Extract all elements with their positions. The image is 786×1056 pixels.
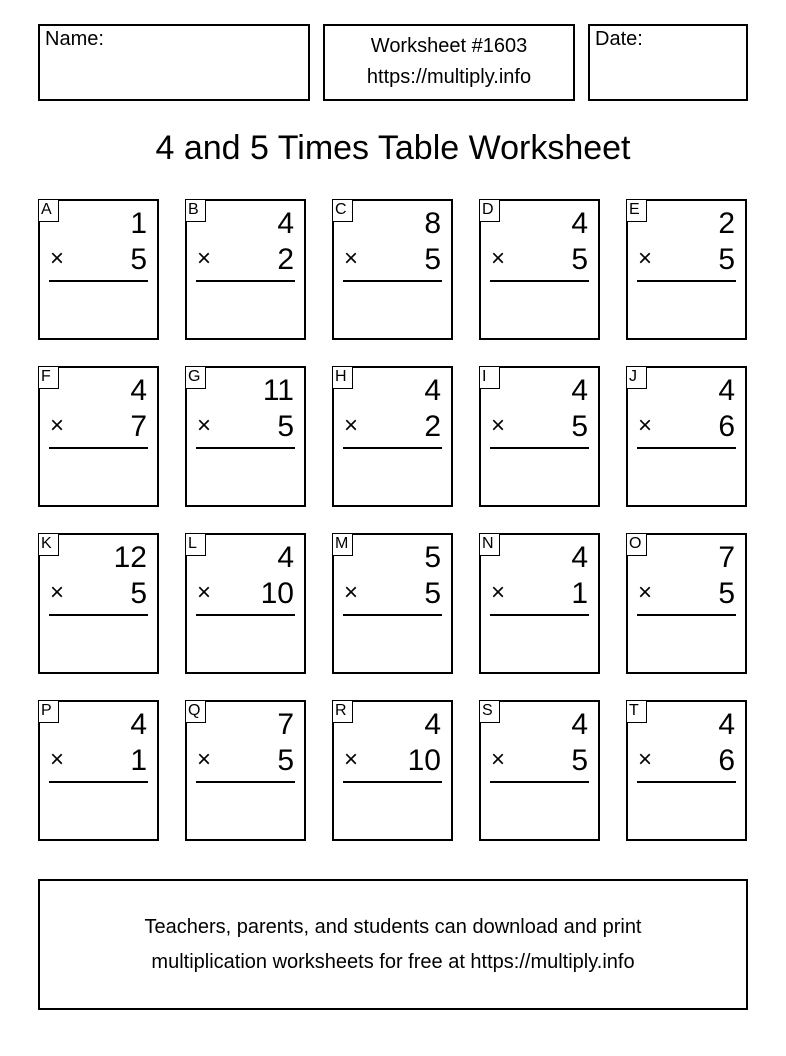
problem-multiplicand: 4 [424, 708, 441, 741]
problem-box [185, 366, 306, 507]
problem-letter: E [626, 199, 647, 222]
problem-letter: N [479, 533, 500, 556]
answer-line [490, 781, 589, 783]
problem-box [185, 700, 306, 841]
times-sign: × [50, 579, 65, 606]
answer-line [196, 781, 295, 783]
answer-line [49, 614, 148, 616]
times-sign: × [344, 412, 359, 439]
problem-multiplicand: 4 [277, 541, 294, 574]
footer-box [38, 879, 748, 1010]
answer-line [49, 280, 148, 282]
problem-multiplier: 6 [718, 744, 735, 777]
problem-multiplicand: 7 [718, 541, 735, 574]
problem-letter: M [332, 533, 353, 556]
problem-multiplier: 5 [718, 243, 735, 276]
problem-multiplier: 5 [571, 410, 588, 443]
problem-letter: K [38, 533, 59, 556]
times-sign: × [197, 245, 212, 272]
times-sign: × [197, 746, 212, 773]
problem-multiplicand: 12 [113, 541, 147, 574]
name-box [38, 24, 310, 101]
times-sign: × [344, 245, 359, 272]
problem-box [185, 533, 306, 674]
problem-letter: D [479, 199, 500, 222]
date-label: Date: [595, 28, 643, 50]
times-sign: × [50, 746, 65, 773]
problem-box [626, 533, 747, 674]
answer-line [490, 614, 589, 616]
page-title: 4 and 5 Times Table Worksheet [155, 129, 631, 167]
problem-letter: R [332, 700, 353, 723]
problem-multiplicand: 4 [571, 708, 588, 741]
problem-multiplicand: 2 [718, 207, 735, 240]
times-sign: × [491, 245, 506, 272]
answer-line [49, 781, 148, 783]
problem-box [332, 700, 453, 841]
times-sign: × [638, 746, 653, 773]
answer-line [637, 614, 736, 616]
problem-multiplier: 5 [424, 243, 441, 276]
times-sign: × [491, 412, 506, 439]
answer-line [490, 280, 589, 282]
problem-box [332, 533, 453, 674]
answer-line [343, 280, 442, 282]
answer-line [196, 280, 295, 282]
problem-letter: A [38, 199, 59, 222]
problem-box [185, 199, 306, 340]
answer-line [637, 447, 736, 449]
problem-box [332, 199, 453, 340]
times-sign: × [638, 412, 653, 439]
problem-multiplier: 7 [130, 410, 147, 443]
problem-multiplicand: 4 [718, 708, 735, 741]
problem-box [626, 199, 747, 340]
problem-multiplier: 5 [571, 243, 588, 276]
problem-box [626, 366, 747, 507]
problem-box [38, 199, 159, 340]
problem-multiplier: 5 [277, 410, 294, 443]
problem-letter: Q [185, 700, 206, 723]
problem-multiplier: 1 [130, 744, 147, 777]
problem-box [479, 366, 600, 507]
date-box [588, 24, 748, 101]
problem-box [38, 700, 159, 841]
times-sign: × [50, 412, 65, 439]
problem-letter: O [626, 533, 647, 556]
problem-multiplicand: 4 [571, 207, 588, 240]
problem-letter: H [332, 366, 353, 389]
problem-multiplier: 2 [277, 243, 294, 276]
times-sign: × [638, 245, 653, 272]
footer-line-1: Teachers, parents, and students can download and print [144, 916, 642, 938]
problem-letter: B [185, 199, 206, 222]
problem-multiplier: 5 [130, 577, 147, 610]
problem-box [626, 700, 747, 841]
problem-multiplier: 5 [130, 243, 147, 276]
problem-multiplicand: 4 [424, 374, 441, 407]
answer-line [637, 280, 736, 282]
times-sign: × [491, 579, 506, 606]
problem-multiplicand: 1 [130, 207, 147, 240]
problem-multiplicand: 7 [277, 708, 294, 741]
problem-box [479, 700, 600, 841]
problem-letter: G [185, 366, 206, 389]
problem-multiplicand: 4 [130, 708, 147, 741]
times-sign: × [491, 746, 506, 773]
problem-box [38, 366, 159, 507]
problem-multiplier: 5 [571, 744, 588, 777]
problem-multiplier: 5 [718, 577, 735, 610]
answer-line [49, 447, 148, 449]
worksheet-number: Worksheet #1603 [370, 35, 528, 57]
problem-letter: T [626, 700, 647, 723]
problem-multiplicand: 4 [277, 207, 294, 240]
problem-multiplicand: 4 [718, 374, 735, 407]
problem-multiplicand: 4 [571, 374, 588, 407]
problem-box [38, 533, 159, 674]
problem-multiplicand: 5 [424, 541, 441, 574]
worksheet-info-box [323, 24, 575, 101]
problem-letter: P [38, 700, 59, 723]
times-sign: × [50, 245, 65, 272]
problem-multiplicand: 4 [571, 541, 588, 574]
problem-box [479, 199, 600, 340]
times-sign: × [197, 412, 212, 439]
problem-multiplier: 6 [718, 410, 735, 443]
problem-multiplier: 10 [260, 577, 294, 610]
problem-letter: S [479, 700, 500, 723]
problem-multiplicand: 11 [262, 374, 294, 407]
answer-line [343, 781, 442, 783]
answer-line [196, 447, 295, 449]
problem-letter: I [479, 366, 500, 389]
problem-letter: C [332, 199, 353, 222]
times-sign: × [344, 579, 359, 606]
problem-multiplier: 1 [571, 577, 588, 610]
problem-multiplier: 2 [424, 410, 441, 443]
footer-line-2: multiplication worksheets for free at https://multiply.info [151, 951, 635, 973]
answer-line [196, 614, 295, 616]
problem-letter: L [185, 533, 206, 556]
answer-line [343, 614, 442, 616]
problem-letter: J [626, 366, 647, 389]
problem-multiplier: 10 [407, 744, 441, 777]
problem-letter: F [38, 366, 59, 389]
problem-multiplicand: 8 [424, 207, 441, 240]
problem-multiplicand: 4 [130, 374, 147, 407]
problem-multiplier: 5 [277, 744, 294, 777]
worksheet-url: https://multiply.info [366, 66, 532, 88]
problem-box [332, 366, 453, 507]
times-sign: × [197, 579, 212, 606]
times-sign: × [638, 579, 653, 606]
answer-line [637, 781, 736, 783]
problem-box [479, 533, 600, 674]
answer-line [343, 447, 442, 449]
times-sign: × [344, 746, 359, 773]
problem-multiplier: 5 [424, 577, 441, 610]
name-label: Name: [45, 28, 104, 50]
answer-line [490, 447, 589, 449]
